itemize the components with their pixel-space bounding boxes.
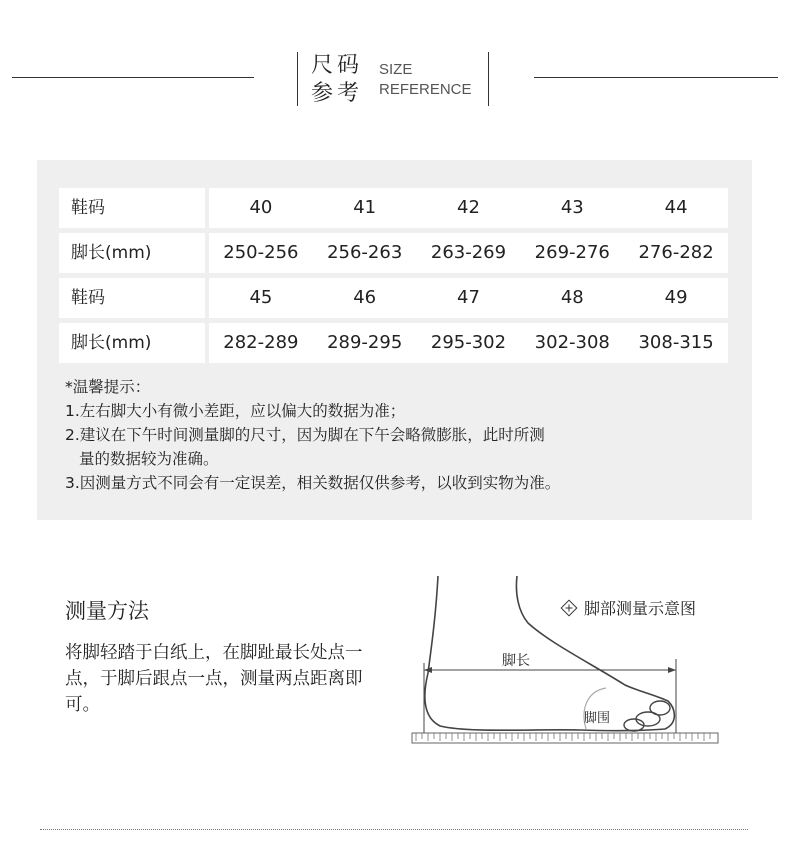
table-cell: 40	[249, 197, 273, 218]
tip-line: 1.左右脚大小有微小差距，应以偏大的数据为准；	[65, 402, 406, 420]
table-cell: 282-289	[223, 332, 299, 353]
tip-line: 量的数据较为准确。	[79, 450, 219, 468]
row-label: 脚长(mm)	[59, 323, 205, 363]
table-cell: 42	[457, 197, 480, 218]
table-cell: 308-315	[638, 332, 714, 353]
table-cell: 47	[457, 287, 480, 308]
row-label: 脚长(mm)	[59, 233, 205, 273]
table-row	[59, 188, 728, 228]
toe	[650, 701, 670, 715]
measure-description: 将脚轻踏于白纸上，在脚趾最长处点一点，于脚后跟点一点，测量两点距离即可。	[65, 643, 363, 715]
section-title-en: SIZE REFERENCE	[379, 61, 472, 98]
measure-title: 测量方法	[65, 599, 149, 623]
section-title-cn: 尺码 参考	[311, 53, 364, 106]
table-row	[59, 233, 728, 273]
table-cell: 48	[560, 287, 584, 308]
table-cell: 43	[560, 197, 584, 218]
header-bar-left	[297, 52, 298, 106]
header-rule-left	[12, 77, 254, 78]
foot-measurement-diagram	[410, 573, 730, 753]
table-cell: 250-256	[223, 242, 299, 263]
table-cell: 45	[249, 287, 273, 308]
header-rule-right	[534, 77, 778, 78]
tips-heading: *温馨提示：	[65, 378, 151, 396]
table-cell: 302-308	[534, 332, 610, 353]
header-bar-right	[488, 52, 489, 106]
label-foot-girth: 脚围	[584, 711, 611, 726]
table-cell: 41	[353, 197, 377, 218]
tip-line: 2.建议在下午时间测量脚的尺寸，因为脚在下午会略微膨胀，此时所测	[65, 426, 545, 444]
table-row	[59, 278, 728, 318]
table-cell: 276-282	[638, 242, 714, 263]
table-row	[59, 323, 728, 363]
row-label: 鞋码	[59, 188, 205, 228]
dotted-divider	[40, 829, 748, 830]
tips-block	[65, 375, 705, 495]
table-cell: 256-263	[327, 242, 403, 263]
table-cell: 49	[664, 287, 688, 308]
table-cell: 289-295	[327, 332, 403, 353]
label-foot-length: 脚长	[502, 653, 530, 669]
table-cell: 46	[353, 287, 377, 308]
foot-outline	[425, 576, 674, 731]
size-panel	[37, 160, 752, 520]
table-cell: 263-269	[430, 242, 507, 263]
table-cell: 269-276	[534, 242, 610, 263]
legend-label: 脚部测量示意图	[584, 599, 697, 618]
table-cell: 44	[664, 197, 688, 218]
table-cell: 295-302	[430, 332, 507, 353]
ruler-ticks	[416, 733, 710, 741]
tip-line: 3.因测量方式不同会有一定误差，相关数据仅供参考，以收到实物为准。	[65, 474, 561, 492]
row-label: 鞋码	[59, 278, 205, 318]
